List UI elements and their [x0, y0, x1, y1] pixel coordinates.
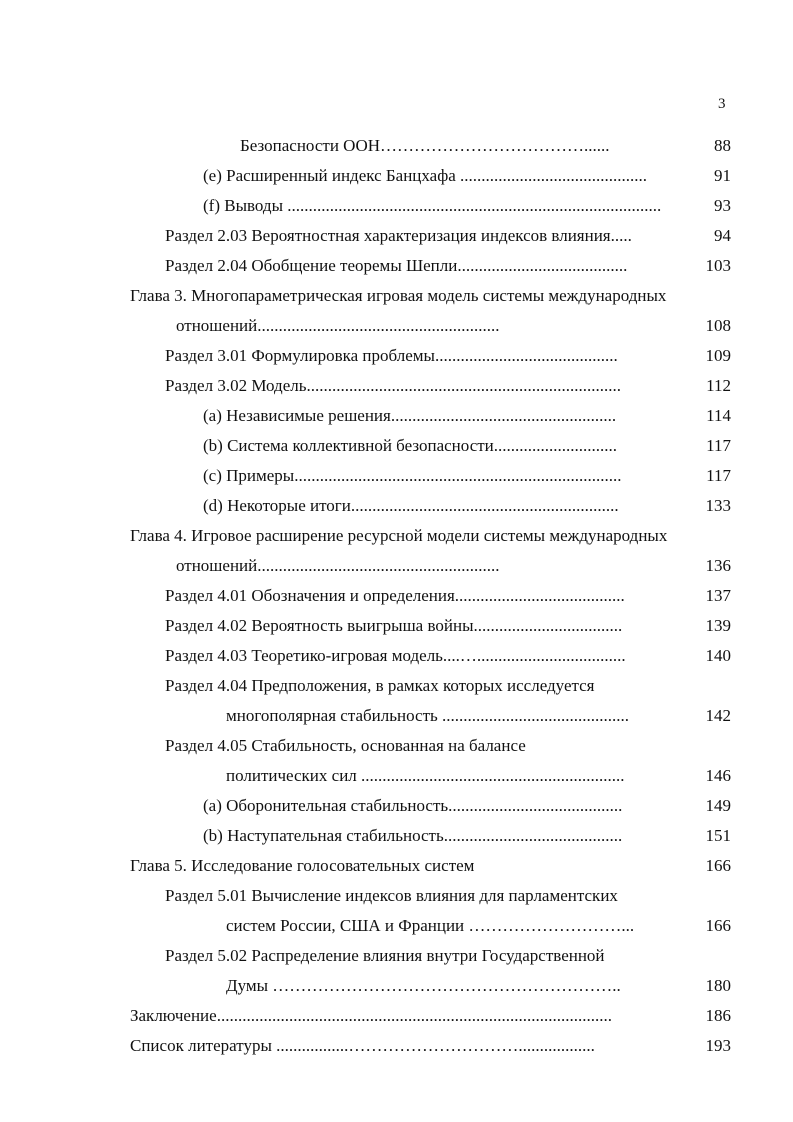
toc-entry-text: Раздел 5.02 Распределение влияния внутри Государственной	[165, 946, 605, 965]
toc-entry-page: 139	[705, 616, 731, 635]
toc-entry-text: отношений.........................................................	[176, 316, 500, 335]
toc-entry-text: (d) Некоторые итоги...............................................................	[203, 496, 619, 515]
toc-entry-text: Безопасности ООН………………………………......	[240, 136, 610, 155]
toc-entry-text: (e) Расширенный индекс Банцхафа ............................................	[203, 166, 648, 185]
toc-chapter-title: Глава 3. Многопараметрическая игровая модель системы международных	[130, 286, 667, 305]
toc-chapter-title: Глава 5. Исследование голосовательных систем	[130, 856, 475, 875]
toc-entry-text: Раздел 3.02 Модель..........................................................................	[165, 376, 621, 395]
toc-entry-text: Раздел 4.04 Предположения, в рамках которых исследуется	[165, 676, 595, 695]
toc-entry-page: 109	[705, 346, 731, 365]
toc-entry-page: 140	[705, 646, 731, 665]
toc-entry-text: (b) Наступательная стабильность..........................................	[203, 826, 623, 845]
toc-entry-page: 114	[706, 406, 731, 425]
toc-entry-page: 166	[705, 856, 731, 875]
toc-entry-text: (a) Оборонительная стабильность.........................................	[203, 796, 623, 815]
toc-entry-page: 112	[706, 376, 731, 395]
toc-entry-page: 142	[705, 706, 731, 725]
toc-entry-text: Думы ……………………………………………………..	[226, 976, 621, 995]
toc-entry-page: 149	[705, 796, 731, 815]
toc-entry-text: Раздел 2.04 Обобщение теоремы Шепли........................................	[165, 256, 628, 275]
toc-entry-text: (c) Примеры.............................................................................	[203, 466, 622, 485]
toc-entry-text: (a) Независимые решения.....................................................	[203, 406, 617, 425]
page-number: 3	[718, 96, 726, 112]
toc-entry-text: (b) Система коллективной безопасности.............................	[203, 436, 618, 455]
toc-entry-page: 186	[705, 1006, 731, 1025]
toc-entry-text: Раздел 4.01 Обозначения и определения........................................	[165, 586, 625, 605]
toc-entry-page: 93	[714, 196, 731, 215]
toc-entry-page: 166	[705, 916, 731, 935]
toc-entry-page: 136	[705, 556, 731, 575]
toc-entry-text: Раздел 4.05 Стабильность, основанная на балансе	[165, 736, 526, 755]
toc-entry-page: 146	[705, 766, 731, 785]
toc-entry-text: Заключение.............................................................................................	[130, 1006, 612, 1025]
toc-entry-text: Раздел 2.03 Вероятностная характеризация индексов влияния.....	[165, 226, 632, 245]
toc-entry-text: многополярная стабильность ............................................	[226, 706, 630, 725]
toc-entry-page: 151	[705, 826, 731, 845]
toc-entry-text: Список литературы .................…………………………..................	[130, 1036, 595, 1055]
toc-entry-text: отношений.........................................................	[176, 556, 500, 575]
toc-entry-text: систем России, США и Франции ………………………...	[226, 916, 635, 935]
toc-entry-text: (f) Выводы ........................................................................................	[203, 196, 662, 215]
toc-entry-page: 137	[705, 586, 731, 605]
toc-entry-page: 193	[705, 1036, 731, 1055]
toc-entry-page: 103	[705, 256, 731, 275]
toc-entry-page: 117	[706, 436, 731, 455]
toc-entry-page: 108	[705, 316, 731, 335]
toc-entry-text: Раздел 4.02 Вероятность выигрыша войны...................................	[165, 616, 623, 635]
toc-entry-page: 117	[706, 466, 731, 485]
toc-entry-page: 91	[714, 166, 731, 185]
toc-chapter-title: Глава 4. Игровое расширение ресурсной модели системы международных	[130, 526, 668, 545]
toc-entry-page: 88	[714, 136, 731, 155]
toc-entry-text: политических сил ..............................................................	[226, 766, 625, 785]
toc-entry-page: 133	[705, 496, 731, 515]
toc-entry-page: 94	[714, 226, 731, 245]
toc-entry-text: Раздел 3.01 Формулировка проблемы...........................................	[165, 346, 618, 365]
toc-entry-page: 180	[705, 976, 731, 995]
toc-entry-text: Раздел 5.01 Вычисление индексов влияния для парламентских	[165, 886, 618, 905]
toc-entry-text: Раздел 4.03 Теоретико-игровая модель....…...................................	[165, 646, 626, 665]
